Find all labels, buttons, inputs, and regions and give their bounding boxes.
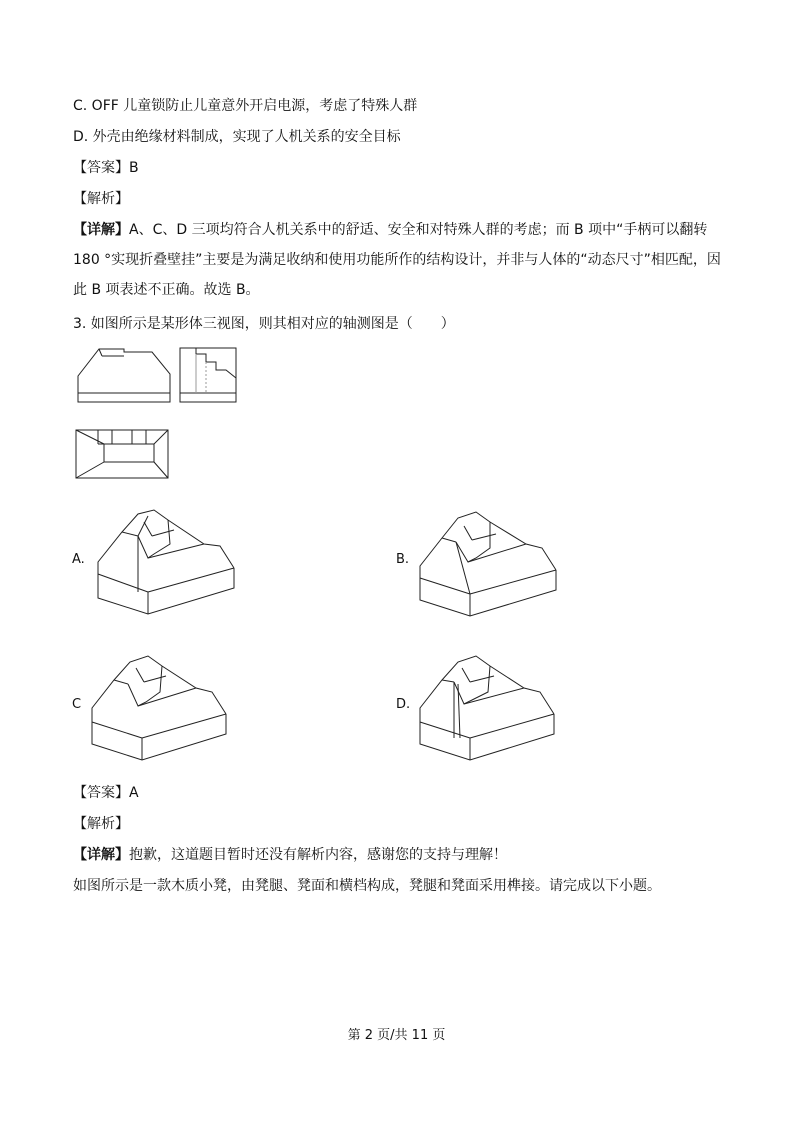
answer-tag: 【答案】 (73, 160, 129, 176)
option-d-text: D. 外壳由绝缘材料制成，实现了人机关系的安全目标 (73, 129, 401, 145)
detail-text: A、C、D 三项均符合人机关系中的舒适、安全和对特殊人群的考虑；而 B 项中“手柄可以翻转 180 °实现折叠壁挂”主要是为满足收纳和使用功能所作的结构设计，并非与人体的“动态尺寸”相匹配，因此 B 项表述不正确。故选 B。 (73, 222, 721, 298)
option-d-label[interactable]: D. (396, 697, 411, 712)
next-question-intro: 如图所示是一款木质小凳，由凳腿、凳面和横档构成，凳腿和凳面采用榫接。请完成以下小题。 (73, 878, 661, 894)
page-footer: 第 2 页/共 11 页 (347, 1028, 446, 1043)
answer-tag: 【答案】 (73, 785, 129, 801)
detail-paragraph (73, 845, 507, 865)
option-c-text: C. OFF 儿童锁防止儿童意外开启电源，考虑了特殊人群 (73, 98, 418, 114)
answer-value: B (129, 160, 139, 176)
question-3-stem: 3. 如图所示是某形体三视图，则其相对应的轴测图是（ ） (73, 316, 455, 332)
option-a-label[interactable]: A. (72, 552, 85, 567)
answer-line (73, 783, 139, 803)
option-b-label[interactable]: B. (396, 552, 410, 567)
answer-value: A (129, 785, 139, 801)
option-d-drawing[interactable] (418, 652, 558, 762)
option-b-drawing[interactable] (418, 508, 558, 618)
option-c-label[interactable]: C (72, 697, 82, 712)
detail-paragraph-prev (73, 215, 723, 305)
detail-text: 抱歉，这道题目暂时还没有解析内容，感谢您的支持与理解！ (129, 847, 507, 863)
detail-tag: 【详解】 (73, 847, 129, 863)
three-view-drawing (74, 344, 249, 484)
option-c-drawing[interactable] (90, 652, 230, 762)
side-view (180, 348, 236, 402)
analysis-heading: 【解析】 (73, 816, 129, 832)
top-view (76, 430, 168, 478)
detail-tag: 【详解】 (73, 222, 129, 238)
analysis-heading-prev: 【解析】 (73, 191, 129, 207)
option-a-drawing[interactable] (94, 506, 236, 616)
answer-line-prev (73, 158, 139, 178)
front-view (78, 349, 170, 402)
